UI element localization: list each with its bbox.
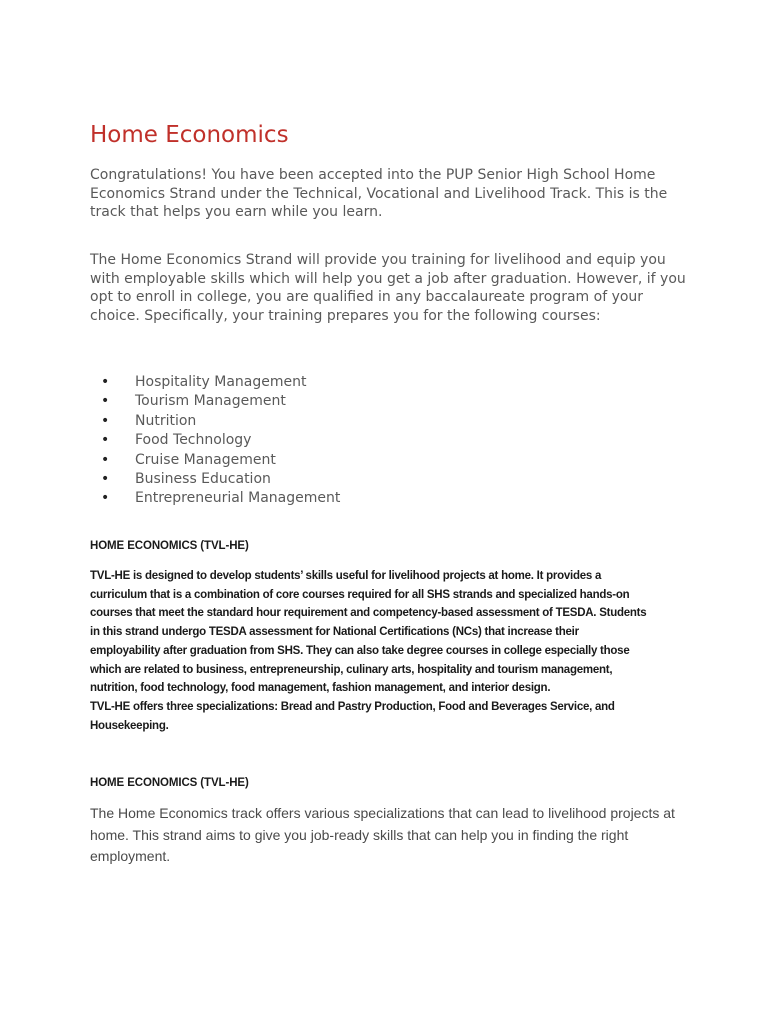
page-title: Home Economics	[90, 122, 289, 148]
course-label: Food Technology	[135, 432, 252, 449]
bullet-icon: •	[101, 490, 110, 507]
course-label: Tourism Management	[135, 393, 286, 410]
section-heading-tvl-he: HOME ECONOMICS (TVL-HE)	[90, 540, 249, 552]
bullet-icon: •	[101, 451, 110, 468]
tvl-he-description: TVL-HE is designed to develop students’ skills useful for livelihood projects at home. It provides a curriculum that is a combination of core courses required for all SHS strands and specialized hands-on courses that meet the standard hour requirement and competency-based assessment of TESDA. Students in this strand undergo TESDA assessment for National Certifications (NCs) that increase their employability after graduation from SHS. They can also take degree courses in college especially those which are related to business, entrepreneurship, culinary arts, hospitality and tourism management, nutrition, food technology, food management, fashion management, and interior design.	[90, 570, 647, 695]
bullet-icon: •	[101, 432, 110, 449]
course-label: Entrepreneurial Management	[135, 490, 341, 507]
list-item	[90, 489, 340, 508]
bullet-icon: •	[101, 412, 110, 429]
list-item	[90, 470, 340, 489]
section-body-tvl-he	[90, 567, 650, 735]
list-item	[90, 431, 340, 450]
bullet-icon: •	[101, 393, 110, 410]
bullet-icon: •	[101, 374, 110, 390]
section-body-home-economics-track: The Home Economics track offers various specializations that can lead to livelihood projects at home. This strand aims to give you job-ready skills that can help you in finding the right employment.	[90, 805, 675, 864]
list-item	[90, 373, 340, 392]
intro-paragraph-strand-description: The Home Economics Strand will provide you training for livelihood and equip you with employable skills which will help you get a job after graduation. However, if you opt to enroll in college, you are qualified in any baccalaureate program of your choice. Specifically, your training prepares you for the following courses:	[90, 252, 686, 325]
course-label: Hospitality Management	[135, 374, 307, 390]
intro-paragraph-congratulations: Congratulations! You have been accepted into the PUP Senior High School Home Economics Strand under the Technical, Vocational and Livelihood Track. This is the track that helps you earn while you learn.	[90, 167, 668, 221]
courses-list	[90, 373, 340, 509]
bullet-icon: •	[101, 471, 110, 488]
course-label: Nutrition	[135, 412, 197, 429]
section-heading-tvl-he-second: HOME ECONOMICS (TVL-HE)	[90, 777, 249, 789]
list-item	[90, 412, 340, 431]
list-item	[90, 392, 340, 411]
list-item	[90, 451, 340, 470]
course-label: Cruise Management	[135, 451, 276, 468]
tvl-he-specializations: TVL-HE offers three specializations: Bread and Pastry Production, Food and Beverages Service, and Housekeeping.	[90, 700, 615, 732]
course-label: Business Education	[135, 471, 271, 488]
